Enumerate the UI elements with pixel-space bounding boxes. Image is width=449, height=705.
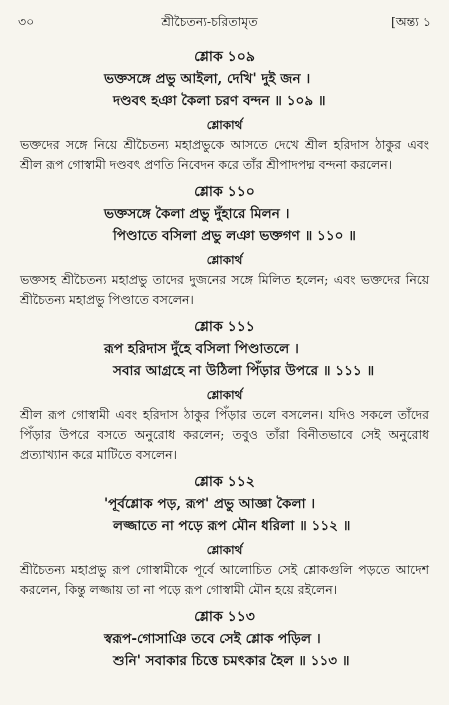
verse-block-113 <box>18 606 431 672</box>
verse-heading: শ্লোক ১০৯ <box>194 49 255 65</box>
verse-line: স্বরূপ-গোসাঞি তবে সেই শ্লোক পড়িল । <box>104 631 321 647</box>
translation-text: ভক্তদের সঙ্গে নিয়ে শ্রীচৈতন্য মহাপ্রভুকে আসতে দেখে শ্রীল হরিদাস ঠাকুর এবং শ্রীল রূপ গোস্বামী দণ্ডবৎ প্রণতি নিবেদন করে তাঁর শ্রীপাদপদ্ম বন্দনা করলেন। <box>20 137 429 172</box>
verse-heading: শ্লোক ১১৩ <box>194 609 255 625</box>
verse-line: ভক্তসঙ্গে প্রভু আইলা, দেখি' দুই জন । <box>104 71 311 87</box>
verse-line: 'পূর্বশ্লোক পড়, রূপ' প্রভু আজ্ঞা কৈলা । <box>104 496 316 512</box>
verse-line: লজ্জাতে না পড়ে রূপ মৌন ধরিলা ॥ ১১২ ॥ <box>113 518 351 534</box>
verse-line: রূপ হরিদাস দুঁহে বসিলা পিণ্ডাতলে । <box>104 341 299 357</box>
translation-label: শ্লোকার্থ <box>206 253 243 267</box>
book-title: শ্রীচৈতন্য-চরিতামৃত <box>161 14 258 29</box>
running-header <box>18 14 431 34</box>
verse-block-111 <box>18 316 431 465</box>
page-number: ৩০ <box>18 14 35 29</box>
verse-block-110 <box>18 181 431 310</box>
verse-line: পিণ্ডাতে বসিলা প্রভু লঞা ভক্তগণ ॥ ১১০ ॥ <box>113 228 356 244</box>
translation-text: শ্রীল রূপ গোস্বামী এবং হরিদাস ঠাকুর পিঁড়ার তলে বসলেন। যদিও সকলে তাঁদের পিঁড়ার উপরে বসতে অনুরোধ করলেন; তবুও তাঁরা বিনীতভাবে সেই অনুরোধ প্রত্যাখ্যান করে মাটিতে বসলেন। <box>20 407 429 462</box>
translation-label: শ্লোকার্থ <box>206 543 243 557</box>
translation-label: শ্লোকার্থ <box>206 118 243 132</box>
verse-heading: শ্লোক ১১০ <box>194 184 255 200</box>
translation-text: ভক্তসহ শ্রীচৈতন্য মহাপ্রভু তাদের দুজনের সঙ্গে মিলিত হলেন; এবং ভক্তদের নিয়ে শ্রীচৈতন্য মহাপ্রভু পিণ্ডাতে বসলেন। <box>20 272 429 307</box>
chapter-marker: [অন্ত্য ১ <box>390 14 431 29</box>
verse-line: সবার আগ্রহে না উঠিলা পিঁড়ার উপরে ॥ ১১১ ॥ <box>113 363 375 379</box>
verse-line: ভক্তসঙ্গে কৈলা প্রভু দুঁহারে মিলন । <box>104 206 290 222</box>
translation-text: শ্রীচৈতন্য মহাপ্রভু রূপ গোস্বামীকে পূর্বে আলোচিত সেই শ্লোকগুলি পড়তে আদেশ করলেন, কিন্তু লজ্জায় তা না পড়ে রূপ গোস্বামী মৌন হয়ে রইলেন। <box>20 562 429 597</box>
verse-heading: শ্লোক ১১১ <box>194 319 255 335</box>
verse-line: শুনি' সবাকার চিত্তে চমৎকার হৈল ॥ ১১৩ ॥ <box>113 653 350 669</box>
verse-heading: শ্লোক ১১২ <box>194 474 255 490</box>
verse-line: দণ্ডবৎ হঞা কৈলা চরণ বন্দন ॥ ১০৯ ॥ <box>113 93 326 109</box>
translation-label: শ্লোকার্থ <box>206 388 243 402</box>
verse-block-112 <box>18 471 431 600</box>
verse-block-109 <box>18 46 431 175</box>
